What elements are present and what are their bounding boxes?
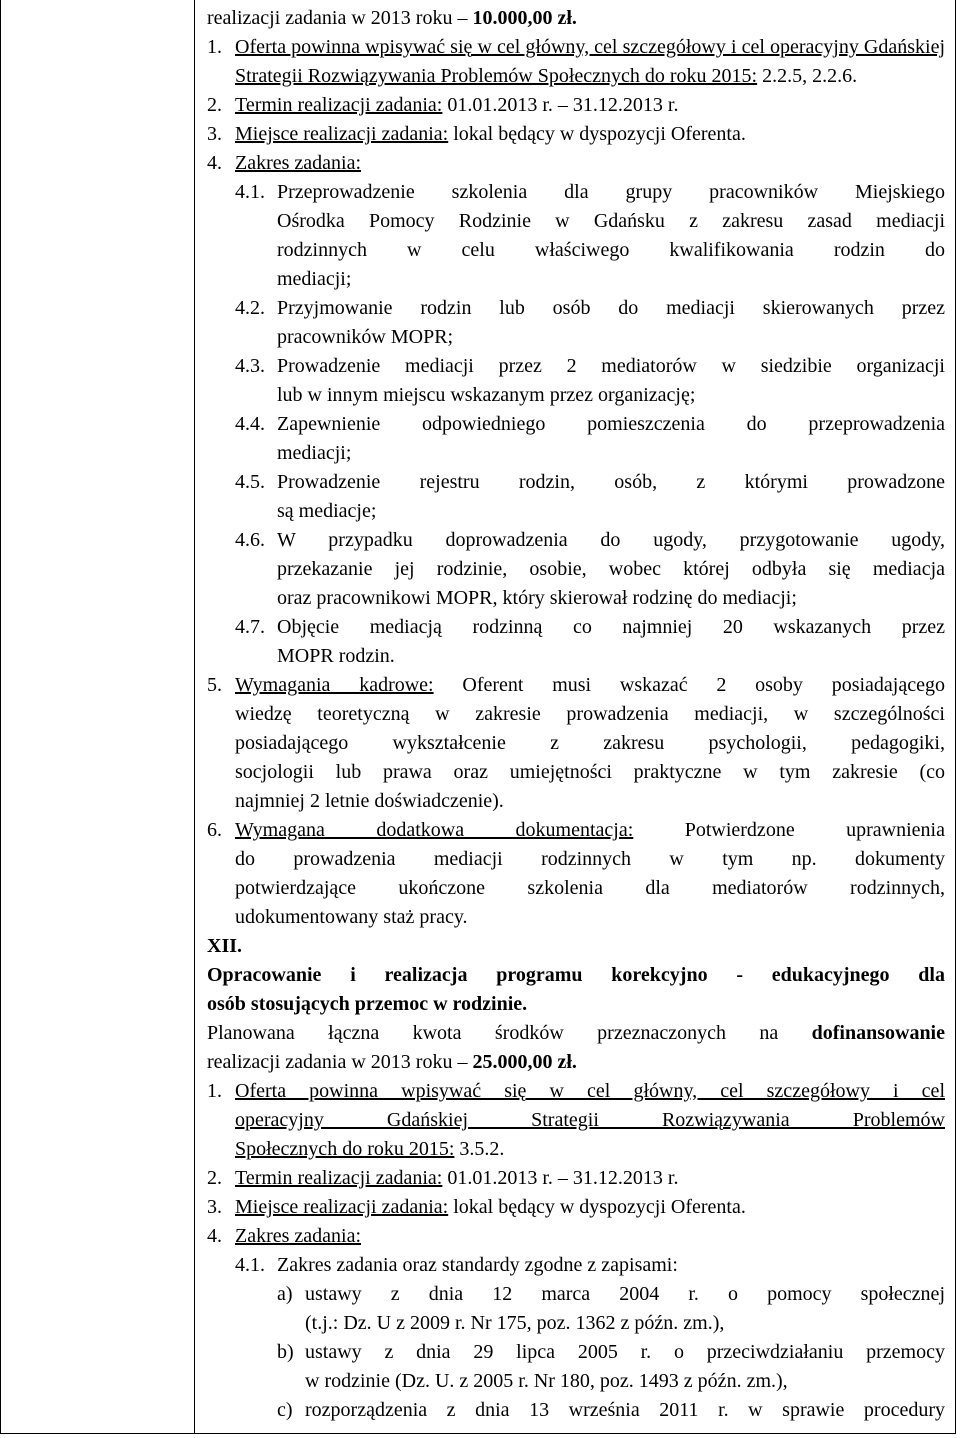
section-title: Opracowanie i realizacja programu korekcyjno - edukacyjnego dla osób stosujących przemoc w rodzinie.	[207, 964, 945, 1015]
sub-list-item: 4.7. Objęcie mediacją rodzinną co najmniej 20 wskazanych przez MOPR rodzin.	[235, 616, 945, 667]
bottom-table-border	[195, 1433, 956, 1434]
letter-list-item: c) rozporządzenia z dnia 13 września 2011 r. w sprawie procedury	[277, 1399, 945, 1421]
list-item: 2. Termin realizacji zadania: 01.01.2013 r. – 31.12.2013 r.	[207, 1167, 679, 1189]
underlined-label: Wymagania kadrowe:	[235, 674, 434, 696]
list-item: 1. Oferta powinna wpisywać się w cel główny, cel szczegółowy i cel operacyjny Gdańskiej Strategii Rozwiązywania Problemów Społecznych do roku 2015: 2.2.5, 2.2.6.	[207, 36, 945, 87]
section-number: XII.	[207, 935, 243, 957]
underlined-label: Miejsce realizacji zadania:	[235, 123, 449, 145]
sub-list-item: 4.3. Prowadzenie mediacji przez 2 mediatorów w siedzibie organizacji lub w innym miejscu wskazanym przez organizację;	[235, 355, 945, 406]
list-item: 6. Wymagana dodatkowa dokumentacja: Potwierdzone uprawnienia do prowadzenia mediacji rodzinnych w tym np. dokumenty potwierdzające ukończone szkolenia dla mediatorów rodzinnych, udokumentowany staż pracy.	[207, 819, 945, 928]
sub-list-item: 4.4. Zapewnienie odpowiedniego pomieszczenia do przeprowadzenia mediacji;	[235, 413, 945, 464]
underlined-label: Oferta powinna wpisywać się w cel główny, cel szczegółowy i cel operacyjny Gdańskiej Strategii Rozwiązywania Problemów Społecznych do roku 2015:	[235, 36, 945, 87]
sub-list-item: 4.1. Przeprowadzenie szkolenia dla grupy pracowników Miejskiego Ośrodka Pomocy Rodzinie w Gdańsku z zakresu zasad mediacji rodzinnych w celu właściwego kwalifikowania rodzin do mediacji;	[235, 181, 945, 290]
list-item: 3. Miejsce realizacji zadania: lokal będący w dyspozycji Oferenta.	[207, 1196, 746, 1218]
planned-amount: Planowana łączna kwota środków przeznaczonych na dofinansowanie realizacji zadania w 2013 roku – 25.000,00 zł.	[207, 1022, 945, 1073]
underlined-label: Zakres zadania:	[235, 152, 362, 174]
amount-value: 10.000,00 zł.	[472, 7, 577, 29]
list-item: 4. Zakres zadania:	[207, 1225, 362, 1247]
list-item: 1. Oferta powinna wpisywać się w cel główny, cel szczegółowy i cel operacyjny Gdańskiej Strategii Rozwiązywania Problemów Społecznych do roku 2015: 3.5.2.	[207, 1080, 945, 1160]
list-item: 5. Wymagania kadrowe: Oferent musi wskazać 2 osoby posiadającego wiedzę teoretyczną w zakresie prowadzenia mediacji, w szczególności posiadającego wykształcenie z zakresu psychologii, pedagogiki, socjologii lub prawa oraz umiejętności praktyczne w tym zakresie (co najmniej 2 letnie doświadczenie).	[207, 674, 945, 812]
underlined-label: Zakres zadania:	[235, 1225, 362, 1247]
document-content	[207, 4, 945, 1425]
letter-list-item: b) ustawy z dnia 29 lipca 2005 r. o przeciwdziałaniu przemocy w rodzinie (Dz. U. z 2005 r. Nr 180, poz. 1493 z późn. zm.),	[277, 1341, 945, 1392]
amount-value: 25.000,00 zł.	[472, 1051, 577, 1073]
letter-list-item: a) ustawy z dnia 12 marca 2004 r. o pomocy społecznej (t.j.: Dz. U z 2009 r. Nr 175, poz. 1362 z późn. zm.),	[277, 1283, 945, 1334]
sub-list-item: 4.1. Zakres zadania oraz standardy zgodne z zapisami:	[235, 1254, 678, 1276]
underlined-label: Termin realizacji zadania:	[235, 1167, 443, 1189]
underlined-label: Miejsce realizacji zadania:	[235, 1196, 449, 1218]
sub-list-item: 4.2. Przyjmowanie rodzin lub osób do mediacji skierowanych przez pracowników MOPR;	[235, 297, 945, 348]
left-table-column	[0, 0, 195, 1434]
list-item: 4. Zakres zadania:	[207, 152, 362, 174]
underlined-label: Termin realizacji zadania:	[235, 94, 443, 116]
sub-list-item: 4.5. Prowadzenie rejestru rodzin, osób, z którymi prowadzone są mediacje;	[235, 471, 945, 522]
underlined-label: Wymagana dodatkowa dokumentacja:	[235, 819, 634, 841]
right-table-border	[955, 0, 956, 1434]
sub-list-item: 4.6. W przypadku doprowadzenia do ugody, przygotowanie ugody, przekazanie jej rodzinie, osobie, wobec której odbyła się mediacja oraz pracownikowi MOPR, który skierował rodzinę do mediacji;	[235, 529, 945, 609]
amount-line: realizacji zadania w 2013 roku – 10.000,00 zł.	[207, 7, 577, 29]
list-item: 2. Termin realizacji zadania: 01.01.2013 r. – 31.12.2013 r.	[207, 94, 679, 116]
list-item: 3. Miejsce realizacji zadania: lokal będący w dyspozycji Oferenta.	[207, 123, 746, 145]
